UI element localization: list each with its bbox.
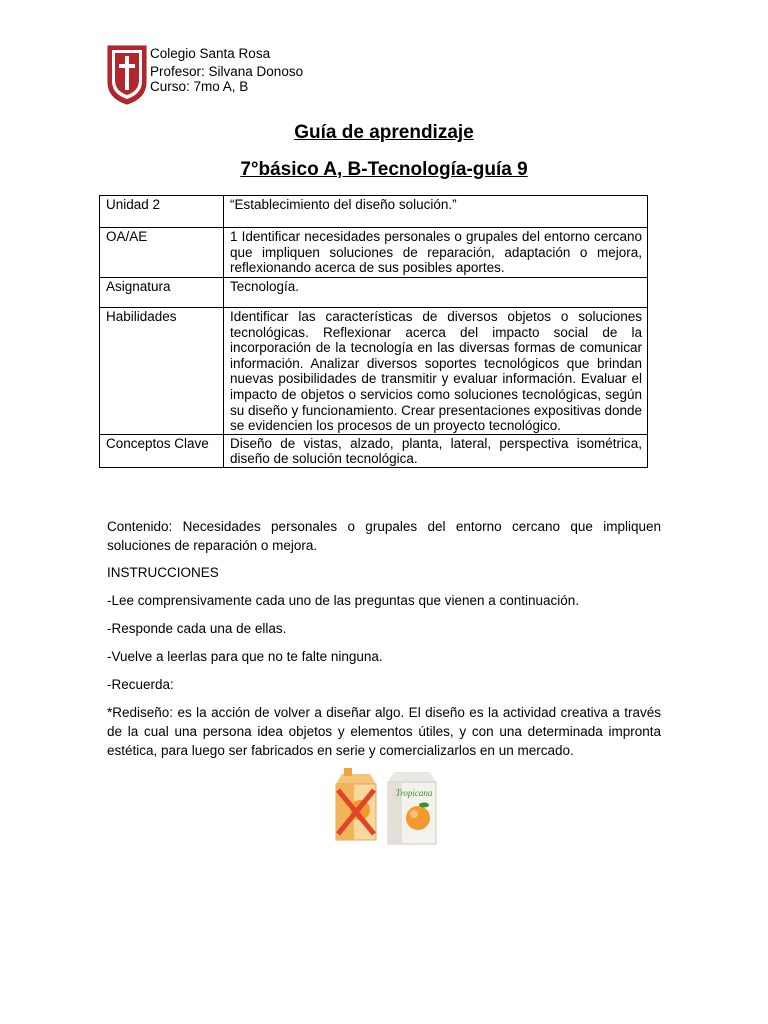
instrucciones-heading: INSTRUCCIONES bbox=[107, 565, 219, 580]
row-key: Asignatura bbox=[100, 278, 224, 308]
new-juice-carton-image bbox=[384, 766, 440, 848]
contenido-paragraph: Contenido: Necesidades personales o grupales del entorno cercano que impliquen soluciones de reparación o mejora. bbox=[107, 519, 661, 553]
instruction-item: -Recuerda: bbox=[107, 677, 174, 692]
header-teacher-line: Profesor: Silvana Donoso bbox=[150, 64, 304, 79]
header-school-line: Colegio Santa Rosa bbox=[150, 46, 271, 61]
row-key: Habilidades bbox=[100, 308, 224, 435]
row-key: Unidad 2 bbox=[100, 196, 224, 228]
instruction-item: -Lee comprensivamente cada uno de las preguntas que vienen a continuación. bbox=[107, 593, 580, 608]
page-subtitle: 7°básico A, B-Tecnología-guía 9 bbox=[240, 159, 528, 180]
page-title: Guía de aprendizaje bbox=[294, 122, 474, 143]
table-row bbox=[100, 196, 648, 228]
header-course-line: Curso: 7mo A, B bbox=[150, 79, 249, 94]
table-row bbox=[100, 278, 648, 308]
crest-overlay bbox=[106, 44, 148, 106]
instruction-item: -Responde cada una de ellas. bbox=[107, 621, 287, 636]
instruction-item: -Vuelve a leerlas para que no te falte ninguna. bbox=[107, 649, 383, 664]
old-juice-carton-image bbox=[330, 764, 382, 846]
table-row bbox=[100, 228, 648, 278]
row-value: Identificar las características de diversos objetos o soluciones tecnológicas. Reflexionar acerca del impacto social de la incorporación de la tecnología en las diversas formas de comunicar información. Analizar diversos soportes tecnológicos que brindan nuevas posibilidades de transmitir y evaluar información. Evaluar el impacto de objetos o servicios como soluciones tecnológicas, según su diseño y funcionamiento. Crear presentaciones expositivas donde se evidencien los procesos de un proyecto tecnológico. bbox=[224, 308, 648, 435]
row-value: Tecnología. bbox=[224, 278, 648, 308]
rediseno-paragraph: *Rediseño: es la acción de volver a diseñar algo. El diseño es la actividad creativa a través de la cual una persona idea objetos y elementos útiles, y con una determinada impronta estética, para luego ser fabricados en serie y comercializarlos en un mercado. bbox=[107, 705, 661, 758]
info-table bbox=[99, 195, 648, 468]
row-value: 1 Identificar necesidades personales o grupales del entorno cercano que impliquen soluciones de reparación, adaptación o mejora, reflexionando acerca de sus posibles aportes. bbox=[224, 228, 648, 278]
row-key: OA/AE bbox=[100, 228, 224, 278]
table-row bbox=[100, 308, 648, 435]
row-key: Conceptos Clave bbox=[100, 434, 224, 467]
carton-brand-text: Tropicana bbox=[395, 788, 433, 798]
row-value: Diseño de vistas, alzado, planta, lateral, perspectiva isométrica, diseño de solución tecnológica. bbox=[224, 434, 648, 467]
row-value: “Establecimiento del diseño solución.” bbox=[224, 196, 648, 228]
table-row bbox=[100, 434, 648, 467]
